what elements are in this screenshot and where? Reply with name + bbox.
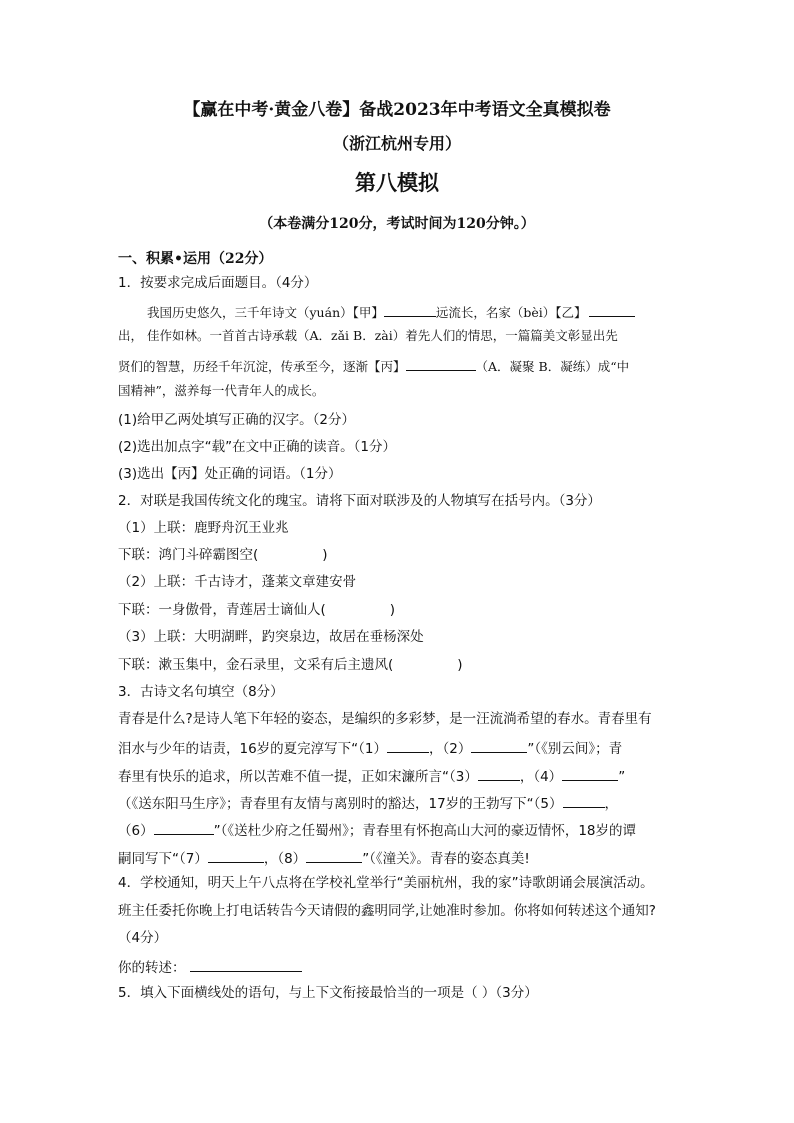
q3-prompt: 3．古诗文名句填空（8分） bbox=[118, 684, 284, 700]
q3-text: 泪水与少年的诘责，16岁的夏完淳写下“（1） bbox=[118, 741, 388, 757]
q1-passage-line bbox=[147, 304, 635, 320]
q1-sub3: (3)选出【丙】处正确的词语。（1分） bbox=[118, 466, 342, 482]
q3-text: （6） bbox=[118, 823, 154, 839]
couplet-1-lower bbox=[118, 549, 328, 563]
q3-text-line bbox=[118, 850, 530, 867]
paren-close: ) bbox=[389, 602, 396, 618]
poem-blank-2[interactable] bbox=[471, 740, 527, 753]
couplet-text: 下联：鸿门斗碎霸图空( bbox=[118, 547, 259, 563]
q1-sub1: (1)给甲乙两处填写正确的汉字。（2分） bbox=[118, 412, 355, 428]
q1-passage-line bbox=[118, 358, 629, 374]
couplet-3-upper: （3）上联：大明湖畔，趵突泉边，故居在垂杨深处 bbox=[118, 629, 424, 645]
poem-blank-4[interactable] bbox=[562, 768, 618, 781]
q1-passage-text: （A．凝聚 B．凝练）成“中 bbox=[475, 359, 630, 374]
q4-text-line: 班主任委托你晚上打电话转告今天请假的鑫明同学,让她准时参加。你将如何转述这个通知? bbox=[118, 903, 656, 919]
q4-answer-line bbox=[118, 959, 302, 976]
poem-blank-3[interactable] bbox=[478, 768, 520, 781]
q3-text-line bbox=[118, 822, 636, 839]
q3-text-line bbox=[118, 740, 622, 757]
q3-text-line bbox=[118, 768, 625, 785]
answer-blank[interactable] bbox=[190, 959, 302, 972]
paren-close: ) bbox=[322, 547, 328, 563]
couplet-2-lower bbox=[118, 604, 395, 618]
couplet-text: 下联：漱玉集中，金石录里，文采有后主遗风( bbox=[118, 657, 394, 673]
q3-text: 嗣同写下“（7） bbox=[118, 851, 208, 867]
mock-number: 第八模拟 bbox=[355, 170, 439, 195]
q3-text: ，（8） bbox=[263, 851, 307, 867]
q2-prompt: 2．对联是我国传统文化的瑰宝。请将下面对联涉及的人物填写在括号内。（3分） bbox=[118, 493, 601, 509]
answer-label: 你的转述： bbox=[118, 960, 186, 976]
poem-blank-1[interactable] bbox=[387, 740, 429, 753]
q5-prompt: 5．填入下面横线处的语句，与上下文衔接最恰当的一项是（ ）（3分） bbox=[118, 985, 538, 1001]
q3-text: 春里有快乐的追求，所以苦难不值一提，正如宋濂所言“（3） bbox=[118, 769, 478, 785]
q1-passage-text: 贤们的智慧，历经千年沉淀，传承至今，逐渐【丙】 bbox=[118, 359, 406, 374]
blank-jia[interactable] bbox=[384, 304, 436, 317]
blank-yi[interactable] bbox=[589, 304, 635, 317]
q1-passage-text: 远流长，名家（bèi）【乙】 bbox=[435, 305, 587, 320]
section-heading: 一、积累•运用（22分） bbox=[118, 251, 273, 267]
q3-text-line: 青春是什么?是诗人笔下年轻的姿态，是编织的多彩梦，是一汪流淌希望的春水。青春里有 bbox=[118, 711, 652, 727]
q3-text: ”（《别云间》；青 bbox=[527, 741, 623, 757]
couplet-2-upper: （2）上联：千古诗才，蓬莱文章建安骨 bbox=[118, 574, 357, 590]
paren-close: ) bbox=[457, 657, 463, 673]
poem-blank-8[interactable] bbox=[306, 850, 362, 863]
q1-sub2: (2)选出加点字“载”在文中正确的读音。（1分） bbox=[118, 439, 396, 455]
q3-text: （《送东阳马生序》；青春里有友情与离别时的豁达，17岁的王勃写下“（5） bbox=[118, 796, 563, 812]
blank-bing[interactable] bbox=[406, 358, 476, 371]
exam-subtitle: （浙江杭州专用） bbox=[332, 134, 461, 153]
q3-text-line bbox=[118, 795, 618, 812]
poem-blank-6[interactable] bbox=[154, 822, 214, 835]
q1-passage-line: 出， 佳作如林。一首首古诗承载（A．zǎi B．zài）着先人们的情思，一篇篇美文彰显出先 bbox=[118, 328, 618, 343]
poem-blank-7[interactable] bbox=[208, 850, 264, 863]
q3-text: ，（4） bbox=[519, 769, 563, 785]
couplet-3-lower bbox=[118, 659, 463, 673]
q3-text: ”（《潼关》。青春的姿态真美! bbox=[362, 851, 530, 867]
q1-prompt: 1．按要求完成后面题目。（4分） bbox=[118, 275, 318, 291]
q3-text: ” bbox=[618, 769, 626, 785]
q4-points: （4分） bbox=[118, 930, 168, 946]
couplet-text: 下联：一身傲骨，青莲居士谪仙人( bbox=[118, 602, 326, 618]
exam-title: 【赢在中考·黄金八卷】备战2023年中考语文全真模拟卷 bbox=[183, 100, 611, 120]
q3-text: ”（《送杜少府之任蜀州》；青春里有怀抱高山大河的豪迈情怀，18岁的谭 bbox=[213, 823, 637, 839]
q4-text-line: 4．学校通知，明天上午八点将在学校礼堂举行“美丽杭州，我的家”诗歌朗诵会展演活动。 bbox=[118, 875, 654, 891]
exam-note: （本卷满分120分，考试时间为120分钟。） bbox=[259, 216, 535, 232]
poem-blank-5[interactable] bbox=[563, 795, 605, 808]
q1-passage-line: 国精神”，滋养每一代青年人的成长。 bbox=[118, 383, 325, 398]
q3-text: ，（2） bbox=[429, 741, 472, 757]
q1-passage-text: 我国历史悠久，三千年诗文（yuán）【甲】 bbox=[147, 305, 384, 320]
q3-text: ， bbox=[604, 796, 619, 812]
couplet-1-upper: （1）上联：鹿野舟沉王业兆 bbox=[118, 520, 289, 536]
